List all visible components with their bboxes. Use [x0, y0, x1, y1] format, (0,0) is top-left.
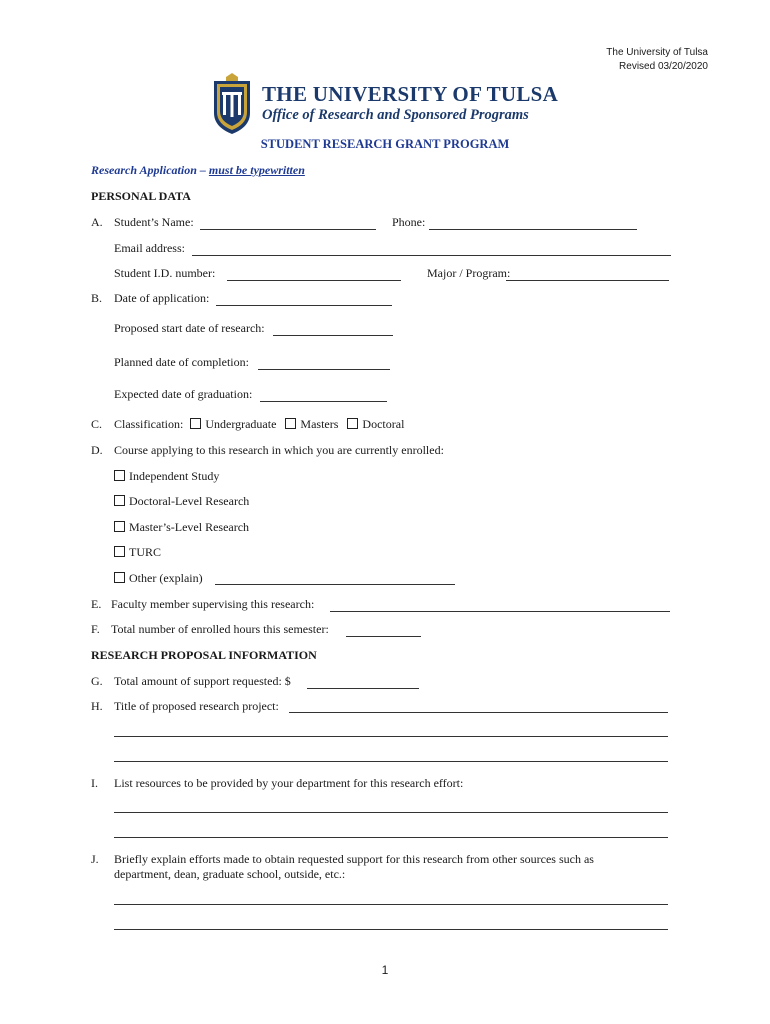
- graduation-date-label: Expected date of graduation:: [114, 387, 253, 401]
- student-id-field[interactable]: [227, 280, 401, 281]
- label-doctoral-research: Doctoral-Level Research: [129, 494, 250, 508]
- efforts-label-line-2: department, dean, graduate school, outside, etc.:: [114, 867, 346, 881]
- course-option-other: [114, 571, 203, 586]
- support-amount-field[interactable]: [307, 688, 419, 689]
- option-doctoral: Doctoral: [362, 417, 405, 431]
- completion-date-field[interactable]: [258, 369, 390, 370]
- efforts-line-1[interactable]: [114, 904, 668, 905]
- efforts-line-2[interactable]: [114, 929, 668, 930]
- institution-label: The University of Tulsa: [606, 47, 708, 58]
- resources-line-2[interactable]: [114, 837, 668, 838]
- efforts-label-line-1: Briefly explain efforts made to obtain requested support for this research from other sources such as: [114, 852, 594, 866]
- checkbox-masters[interactable]: [285, 418, 296, 429]
- label-masters-research: Master’s-Level Research: [129, 520, 250, 534]
- project-title-line-3[interactable]: [114, 761, 668, 762]
- item-letter-d: D.: [91, 443, 103, 457]
- typewritten-emphasis: must be typewritten: [208, 163, 305, 177]
- resources-label: List resources to be provided by your department for this research effort:: [114, 776, 464, 790]
- course-option-doctoral-research: [114, 494, 249, 509]
- project-title-field[interactable]: [289, 712, 668, 713]
- student-name-field[interactable]: [200, 229, 376, 230]
- project-title-line-2[interactable]: [114, 736, 668, 737]
- course-label: Course applying to this research in which you are currently enrolled:: [114, 443, 444, 457]
- label-other: Other (explain): [129, 571, 203, 585]
- section-research-proposal: RESEARCH PROPOSAL INFORMATION: [91, 648, 317, 662]
- item-letter-i: I.: [91, 776, 98, 790]
- phone-label: Phone:: [392, 215, 426, 229]
- major-label: Major / Program:: [427, 266, 511, 280]
- section-personal-data: PERSONAL DATA: [91, 189, 191, 203]
- item-letter-f: F.: [91, 622, 100, 636]
- checkbox-other[interactable]: [114, 572, 125, 583]
- hours-label: Total number of enrolled hours this semester:: [111, 622, 329, 636]
- resources-line-1[interactable]: [114, 812, 668, 813]
- item-letter-a: A.: [91, 215, 103, 229]
- student-name-label: Student’s Name:: [114, 215, 194, 229]
- course-option-masters-research: [114, 520, 249, 535]
- course-option-turc: [114, 545, 161, 560]
- faculty-label: Faculty member supervising this research:: [111, 597, 315, 611]
- item-letter-b: B.: [91, 291, 103, 305]
- item-letter-j: J.: [91, 852, 99, 866]
- project-title-label: Title of proposed research project:: [114, 699, 279, 713]
- university-seal-icon: [212, 73, 252, 135]
- checkbox-masters-research[interactable]: [114, 521, 125, 532]
- major-field[interactable]: [506, 280, 669, 281]
- start-date-field[interactable]: [273, 335, 393, 336]
- hours-field[interactable]: [346, 636, 421, 637]
- program-title: STUDENT RESEARCH GRANT PROGRAM: [260, 137, 510, 151]
- item-letter-g: G.: [91, 674, 103, 688]
- checkbox-doctoral-research[interactable]: [114, 495, 125, 506]
- graduation-date-field[interactable]: [260, 401, 387, 402]
- faculty-field[interactable]: [330, 611, 670, 612]
- application-date-field[interactable]: [216, 305, 392, 306]
- logo-subtitle: Office of Research and Sponsored Programs: [262, 107, 529, 123]
- classification-text: Classification:: [114, 417, 184, 431]
- classification-label: [114, 417, 404, 432]
- option-undergraduate: Undergraduate: [205, 417, 277, 431]
- phone-field[interactable]: [429, 229, 637, 230]
- logo-title: THE UNIVERSITY OF TULSA: [262, 82, 559, 106]
- completion-date-label: Planned date of completion:: [114, 355, 249, 369]
- other-explain-field[interactable]: [215, 584, 455, 585]
- checkbox-independent-study[interactable]: [114, 470, 125, 481]
- student-id-label: Student I.D. number:: [114, 266, 216, 280]
- option-masters: Masters: [300, 417, 339, 431]
- email-field[interactable]: [192, 255, 671, 256]
- label-turc: TURC: [129, 545, 162, 559]
- revision-date: Revised 03/20/2020: [619, 61, 708, 72]
- label-independent-study: Independent Study: [129, 469, 220, 483]
- checkbox-undergraduate[interactable]: [190, 418, 201, 429]
- checkbox-turc[interactable]: [114, 546, 125, 557]
- item-letter-h: H.: [91, 699, 103, 713]
- support-label: Total amount of support requested: $: [114, 674, 291, 688]
- page-number: 1: [381, 963, 389, 977]
- checkbox-doctoral[interactable]: [347, 418, 358, 429]
- application-date-label: Date of application:: [114, 291, 210, 305]
- course-option-independent-study: [114, 469, 219, 484]
- start-date-label: Proposed start date of research:: [114, 321, 265, 335]
- email-label: Email address:: [114, 241, 185, 255]
- item-letter-c: C.: [91, 417, 103, 431]
- item-letter-e: E.: [91, 597, 102, 611]
- application-instruction: [91, 163, 305, 178]
- application-prefix: Research Application –: [91, 163, 209, 177]
